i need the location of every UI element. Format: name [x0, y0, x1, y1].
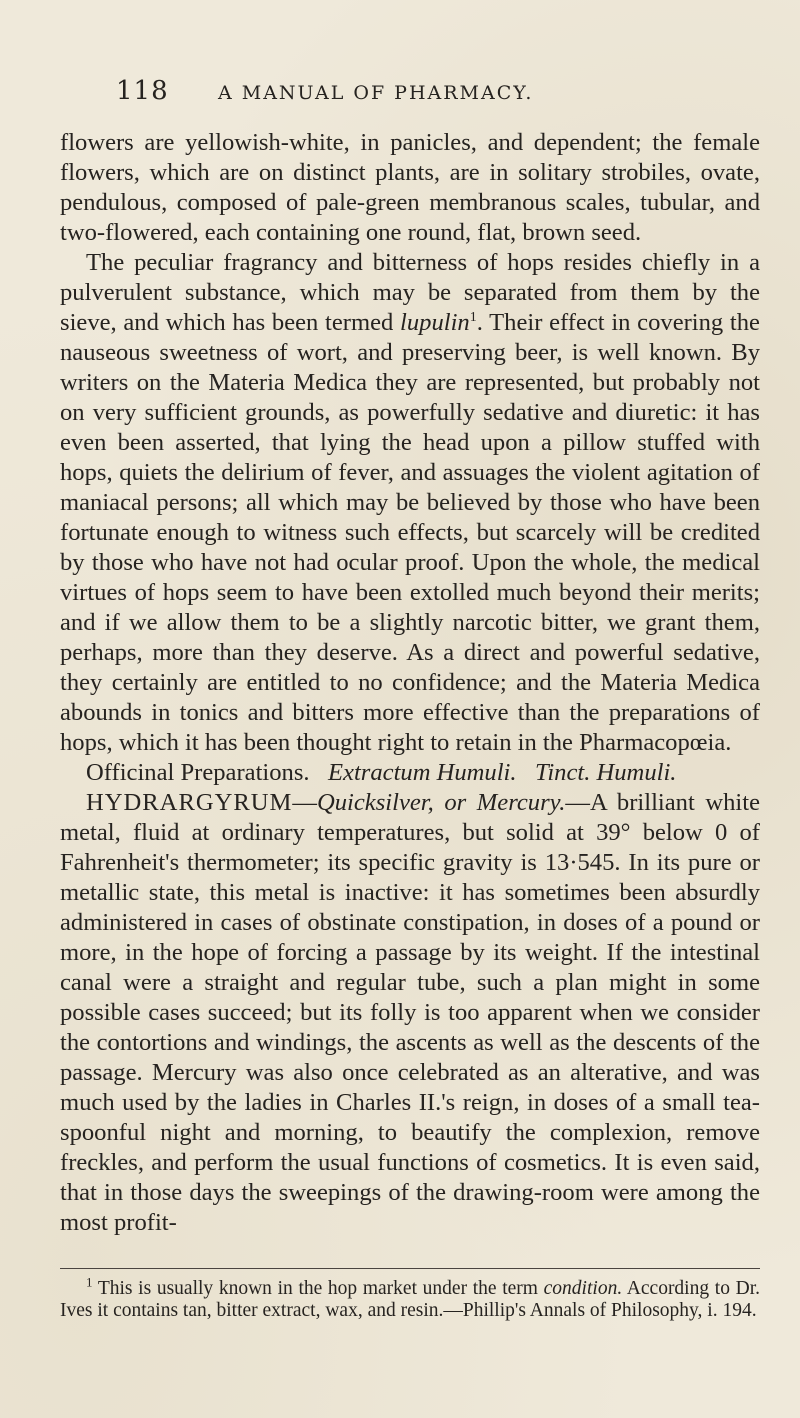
paragraph-hydrargyrum: [60, 788, 760, 1238]
paragraph-text: —A brilliant white metal, fluid at ordinary temperatures, but solid at 39° below 0 of Fahrenheit's thermometer; its specific gravity is 13·545. In its pure or metallic state, this metal is inactive: it has sometimes been absurdly administered in cases of obstinate constipation, in doses of a pound or more, in the hope of forcing a passage by its weight. If the intestinal canal were a straight and regular tube, such a plan might in some possible cases succeed; but its folly is too apparent when we consider the contortions and windings, the ascents as well as the descents of the passage. Mercury was also once celebrated as an alterative, and was much used by the ladies in Charles II.'s reign, in doses of a small tea-spoonful night and morning, to beautify the complexion, remove freckles, and perform the usual functions of cosmetics. It is even said, that in those days the sweepings of the drawing-room were among the most profit-: [60, 789, 760, 1236]
paragraph-text: . Their effect in covering the nauseous sweetness of wort, and preserving beer, is well known. By writers on the Materia Medica they are represented, but probably not on very sufficient grounds, as powerfully sedative and diuretic: it has even been asserted, that lying the head upon a pillow stuffed with hops, quiets the delirium of fever, and assuages the violent agitation of maniacal persons; all which may be believed by those who have been fortunate enough to witness such effects, but scarcely will be credited by those who have not had ocular proof. Upon the whole, the medical virtues of hops seem to have been extolled much beyond their merits; and if we allow them to be a slightly narcotic bitter, we grant them, perhaps, more than they deserve. As a direct and powerful sedative, they certainly are entitled to no confidence; and the Materia Medica abounds in tonics and bitters more effective than the preparations of hops, which it has been thought right to retain in the Pharmacopœia.: [60, 309, 760, 756]
body-text: [60, 128, 760, 1238]
officinal-label: Officinal Preparations.: [86, 759, 310, 786]
entry-common-name: Quicksilver, or Mercury.: [317, 789, 566, 816]
paragraph-hop-properties: [60, 248, 760, 758]
running-head: [116, 76, 756, 116]
entry-dash: —: [292, 789, 317, 816]
footnote-text-b: According to Dr. Ives it contains tan, bitter extract, wax, and resin.—Phillip's Annals of Philosophy, i. 194.: [60, 1278, 760, 1321]
footnote-mark: 1: [86, 1274, 93, 1290]
paragraph-hop-flowers: flowers are yellowish-white, in panicles, and dependent; the female flowers, which are on distinct plants, are in solitary strobiles, ovate, pendulous, composed of pale-green membranous scales, tubular, and two-flowered, each containing one round, flat, brown seed.: [60, 129, 760, 246]
footnote-rule: [60, 1268, 760, 1269]
term-lupulin: lupulin: [400, 309, 470, 336]
footnote-reference: 1: [469, 309, 477, 325]
page-number: 118: [116, 76, 169, 106]
paragraph-text: The peculiar fragrancy and bitterness of hops resides chiefly in a pulverulent substance, which may be separated from them by the sieve, and which has been termed: [60, 249, 760, 336]
footnote: [60, 1274, 760, 1322]
entry-heading: HYDRARGYRUM: [86, 789, 293, 816]
officinal-preparations: [60, 758, 760, 788]
preparation-tincture: Tinct. Humuli.: [535, 759, 677, 786]
footnote-term: condition.: [543, 1278, 623, 1299]
running-title: A MANUAL OF PHARMACY.: [218, 82, 534, 104]
footnote-text-a: This is usually known in the hop market under the term: [92, 1278, 544, 1299]
preparation-extract: Extractum Humuli.: [328, 759, 517, 786]
footnote-text: [60, 1274, 760, 1322]
